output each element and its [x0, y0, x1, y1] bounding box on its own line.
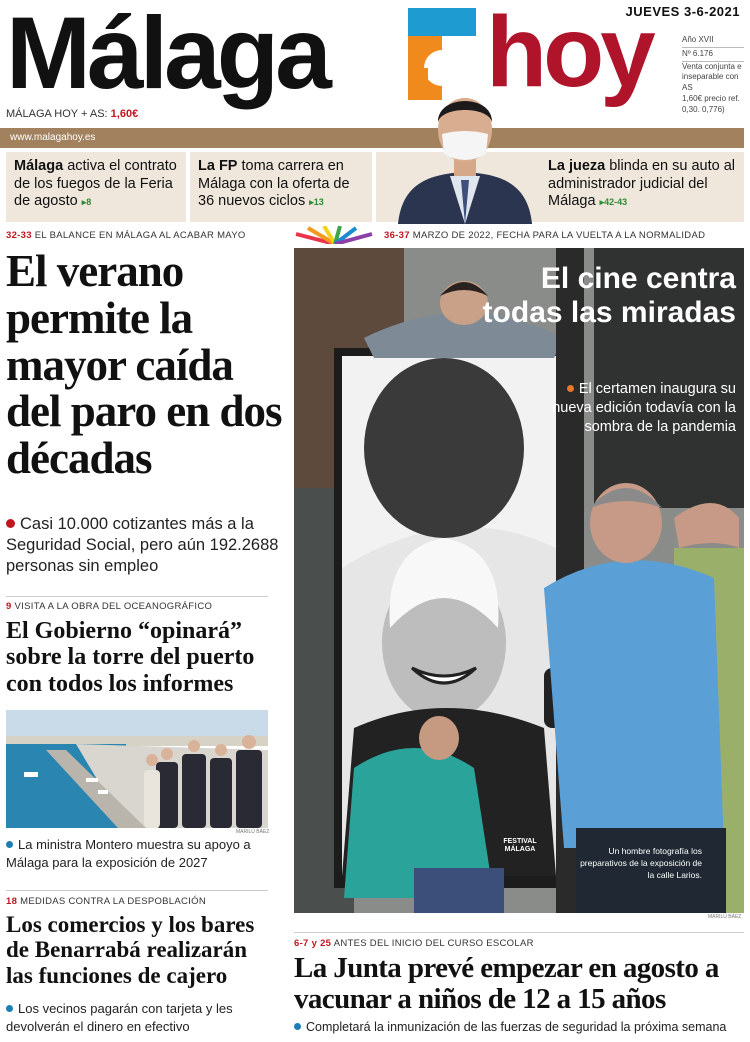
- bullet-dot-icon: [6, 841, 13, 848]
- lead-summary: [6, 514, 282, 577]
- lead-section: EL BALANCE EN MÁLAGA AL ACABAR MAYO: [34, 230, 246, 241]
- sale-note-1: Venta conjunta e: [682, 61, 742, 71]
- photo-credit: MARILÚ BÁEZ: [708, 914, 742, 920]
- photo-summary: [546, 380, 736, 437]
- sale-note-2: inseparable con AS: [682, 72, 739, 93]
- price-value: 1,60€: [110, 108, 139, 120]
- divider: [6, 596, 268, 597]
- story2-pages: 9: [6, 601, 12, 612]
- story4-summary: [294, 1020, 744, 1034]
- story4-summary-text: Completará la inmunización de las fuerzas de seguridad la próxima semana: [306, 1020, 727, 1034]
- story2-section-strip: [6, 601, 212, 612]
- photo-section-strip: [384, 230, 705, 241]
- teaser-page: ▸13: [309, 197, 324, 208]
- story2-summary: [6, 836, 276, 871]
- price-line: [6, 108, 138, 120]
- story2-section: VISITA A LA OBRA DEL OCEANOGRÁFICO: [14, 601, 213, 612]
- story4-pages: 6-7 y 25: [294, 938, 332, 949]
- photo-headline[interactable]: El cine centra todas las miradas: [482, 262, 736, 329]
- teaser-text: activa el contrato de los fuegos de la Feria de agosto: [14, 158, 177, 210]
- story3-section: MEDIDAS CONTRA LA DESPOBLACIÓN: [20, 896, 206, 907]
- sale-note-3: 1,60€ precio ref.: [682, 93, 740, 103]
- lead-summary-text: Casi 10.000 cotizantes más a la Seguridad Social, pero aún 192.2688 personas sin empleo: [6, 515, 279, 576]
- teaser-bold: La jueza: [548, 158, 606, 174]
- bullet-dot-icon: [294, 1023, 301, 1030]
- lead-pages: 32-33: [6, 230, 32, 241]
- story3-summary-text: Los vecinos pagarán con tarjeta y les devolverán el dinero en efectivo: [6, 1001, 233, 1034]
- website-url[interactable]: www.malagahoy.es: [10, 132, 96, 143]
- bullet-dot-icon: [6, 1005, 13, 1012]
- sale-note-4: 0,30. 0,776): [682, 104, 725, 114]
- divider: [294, 932, 744, 933]
- teaser-bold: Málaga: [14, 158, 64, 174]
- lead-section-strip: [6, 230, 246, 241]
- photo-summary-text: El certamen inaugura su nueva edición todavía con la sombra de la pandemia: [552, 381, 736, 435]
- story4-section-strip: [294, 938, 534, 949]
- story3-headline[interactable]: Los comercios y los bares de Benarrabá realizarán las funciones de cajero: [6, 912, 255, 988]
- price-label: MÁLAGA HOY + AS:: [6, 108, 108, 120]
- photo-pages: 36-37: [384, 230, 410, 241]
- issue-number: Nº 6.176: [682, 48, 744, 62]
- story3-summary: [6, 1000, 276, 1035]
- bullet-dot-icon: [567, 385, 574, 392]
- teaser-fp[interactable]: [190, 152, 372, 222]
- story3-pages: 18: [6, 896, 18, 907]
- teaser-text: blinda en su auto al administrador judicial del Málaga: [548, 158, 736, 210]
- bullet-dot-icon: [6, 519, 15, 528]
- teaser-text: toma carrera en Málaga con la oferta de 36 nuevos ciclos: [198, 158, 350, 210]
- teaser-page: ▸42-43: [599, 197, 628, 208]
- url-bar: [0, 128, 744, 148]
- story2-photo-credit: MARILÚ BÁEZ: [236, 829, 270, 835]
- issue-year: Año XVII: [682, 34, 744, 48]
- teaser-fuegos[interactable]: [6, 152, 186, 222]
- photo-caption: Un hombre fotografía los preparativos de la exposición de la calle Larios.: [580, 846, 702, 880]
- issue-date: JUEVES 3-6-2021: [625, 4, 740, 19]
- poster-label: FESTIVAL MÁLAGA: [503, 838, 537, 854]
- teaser-page: ▸8: [81, 197, 92, 208]
- harbour-photo: [6, 710, 268, 828]
- story3-section-strip: [6, 896, 206, 907]
- portrait-overlay: [388, 84, 542, 224]
- story4-headline[interactable]: La Junta prevé empezar en agosto a vacunar a niños de 12 a 15 años: [294, 952, 719, 1016]
- lead-headline[interactable]: El verano permite la mayor caída del paro en dos décadas: [6, 246, 282, 484]
- masthead-logo-hoy: hoy: [486, 0, 652, 108]
- festival-logo-icon: [294, 226, 376, 244]
- masthead-logo-malaga: Málaga: [6, 0, 328, 110]
- story2-summary-text: La ministra Montero muestra su apoyo a Málaga para la exposición de 2027: [6, 837, 251, 870]
- main-photo: [294, 248, 744, 913]
- photo-section: MARZO DE 2022, FECHA PARA LA VUELTA A LA NORMALIDAD: [412, 230, 706, 241]
- issue-meta: [682, 34, 744, 116]
- teaser-bold: La FP: [198, 158, 238, 174]
- divider: [6, 890, 268, 891]
- story4-section: ANTES DEL INICIO DEL CURSO ESCOLAR: [333, 938, 534, 949]
- story2-headline[interactable]: El Gobierno “opinará” sobre la torre del puerto con todos los informes: [6, 618, 255, 697]
